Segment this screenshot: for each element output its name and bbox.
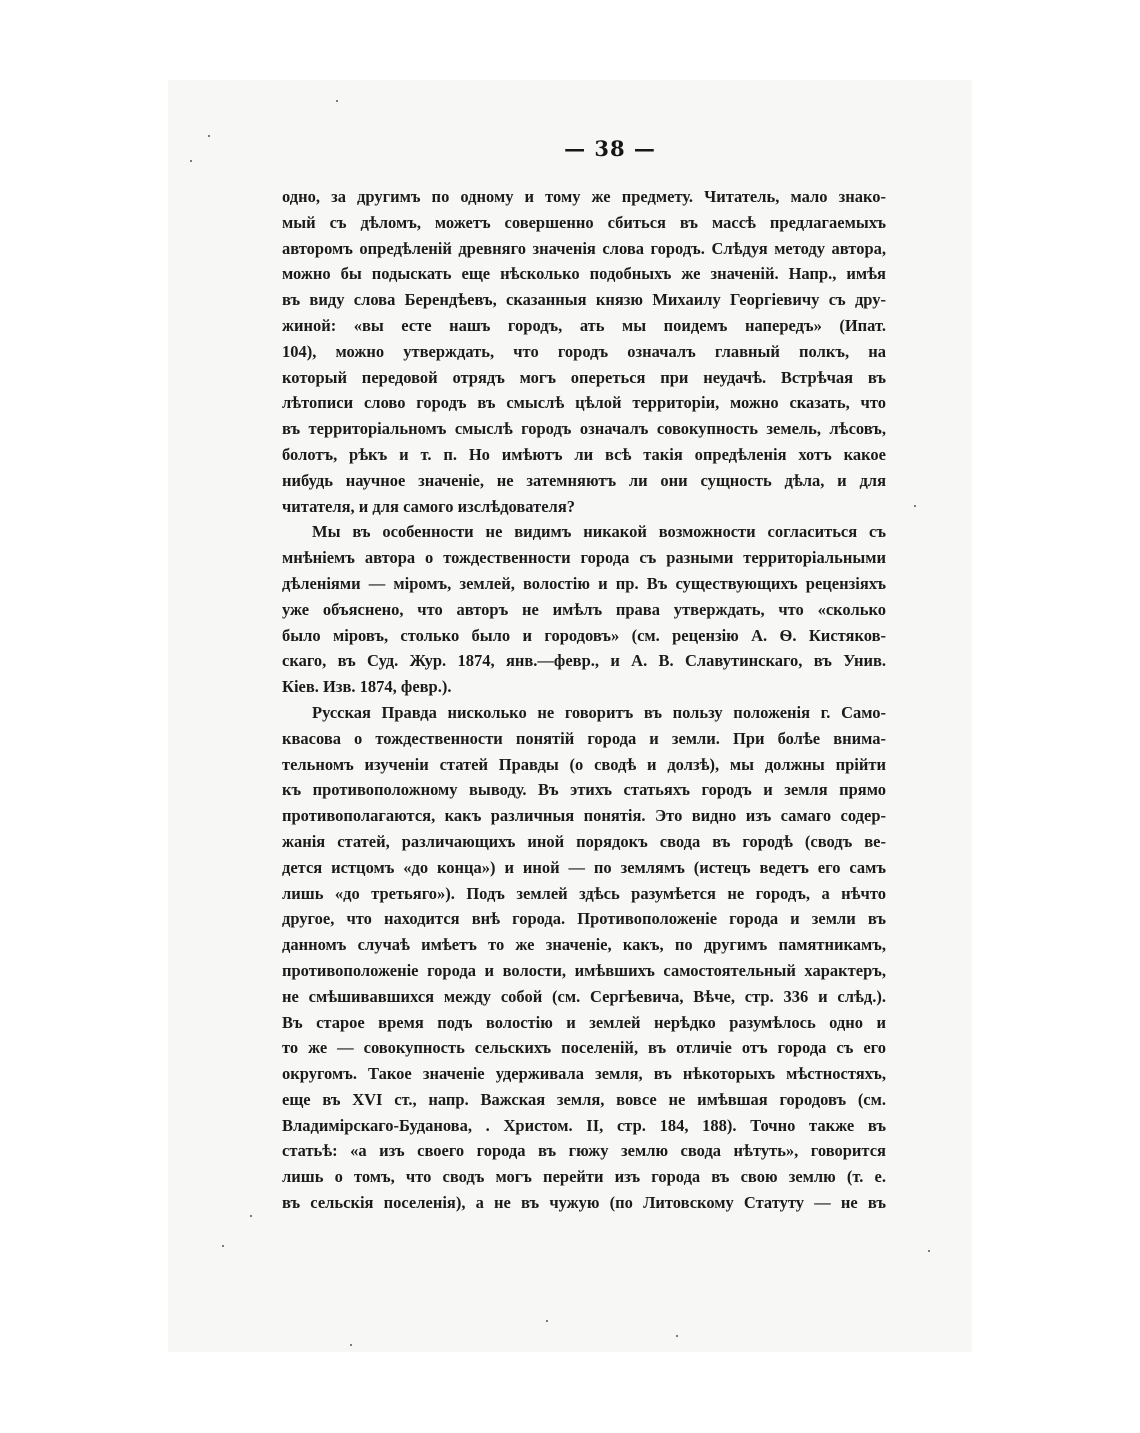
text-line: уже объяснено, что авторъ не имѣлъ права утверждать, что «сколько (282, 599, 886, 619)
text-line: Въ старое время подъ волостію и землей нерѣдко разумѣлось одно и (282, 1012, 886, 1032)
text-line: къ противоположному выводу. Въ этихъ статьяхъ городъ и земля прямо (282, 780, 886, 800)
text-line: лишь «до третьяго»). Подъ землей здѣсь разумѣется не городъ, а нѣчто (282, 883, 886, 903)
text-line: мый съ дѣломъ, можетъ совершенно сбиться въ массѣ предлагаемыхъ (282, 212, 886, 232)
scan-speck (336, 100, 338, 102)
text-line: въ сельскія поселенія), а не въ чужую (по Литовскому Статуту — не въ (282, 1193, 886, 1213)
text-line: скаго, въ Суд. Жур. 1874, янв.—февр., и А. В. Славутинскаго, въ Унив. (282, 651, 886, 671)
text-line: нибудь научное значеніе, не затемняютъ ли они сущность дѣла, и для (282, 470, 886, 490)
text-line: дется истцомъ «до конца») и иной — по землямъ (истецъ ведетъ его самъ (282, 857, 886, 877)
text-line: мнѣніемъ автора о тождественности города съ разными территоріальными (282, 548, 886, 568)
scan-speck (914, 505, 916, 507)
scan-speck (190, 160, 192, 162)
text-line: болотъ, рѣкъ и т. п. Но имѣютъ ли всѣ такія опредѣленія хотъ какое (282, 444, 886, 464)
text-line: въ территоріальномъ смыслѣ городъ означалъ совокупность земель, лѣсовъ, (282, 419, 886, 439)
text-line: статьѣ: «а изъ своего города въ гюжу землю свода нѣтуть», говорится (282, 1141, 886, 1161)
text-line: было міровъ, столько было и городовъ» (см. рецензію А. Ѳ. Кистяков- (282, 625, 886, 645)
text-line: другое, что находится внѣ города. Противоположеніе города и земли въ (282, 909, 886, 929)
text-line: противополагаются, какъ различныя понятія. Это видно изъ самаго содер- (282, 806, 886, 826)
text-line: въ виду слова Берендѣевъ, сказанныя князю Михаилу Георгіевичу съ дру- (282, 290, 886, 310)
text-line: еще въ XVI ст., напр. Важская земля, вовсе не имѣвшая городовъ (см. (282, 1089, 886, 1109)
text-line: Русская Правда нисколько не говоритъ въ пользу положенія г. Само- (312, 702, 886, 722)
text-line: Мы въ особенности не видимъ никакой возможности согласиться съ (312, 522, 886, 542)
scan-speck (250, 1215, 252, 1217)
text-line: тельномъ изученіи статей Правды (о сводѣ и долзѣ), мы должны прійти (282, 754, 886, 774)
text-line: Владимірскаго-Буданова, . Христом. II, стр. 184, 188). Точно также въ (282, 1115, 886, 1135)
text-line: квасова о тождественности понятій города и земли. При болѣе внима- (282, 728, 886, 748)
text-line: авторомъ опредѣленій древняго значенія слова городъ. Слѣдуя методу автора, (282, 238, 886, 258)
text-line: дѣленіями — міромъ, землей, волостію и пр. Въ существующихъ рецензіяхъ (282, 573, 886, 593)
text-line: Кіев. Изв. 1874, февр.). (282, 677, 452, 697)
text-line: то же — совокупность сельскихъ поселеній, въ отличіе отъ города съ его (282, 1038, 886, 1058)
text-line: не смѣшивавшихся между собой (см. Сергѣевича, Вѣче, стр. 336 и слѣд.). (282, 986, 886, 1006)
scan-speck (350, 1344, 352, 1346)
text-line: который передовой отрядъ могъ опереться при неудачѣ. Встрѣчая въ (282, 367, 886, 387)
scan-speck (928, 1250, 930, 1252)
scan-speck (222, 1245, 224, 1247)
text-line: можно бы подыскать еще нѣсколько подобныхъ же значеній. Напр., имѣя (282, 264, 886, 284)
text-line: 104), можно утверждать, что городъ означалъ главный полкъ, на (282, 341, 886, 361)
text-line: лѣтописи слово городъ въ смыслѣ цѣлой территоріи, можно сказать, что (282, 393, 886, 413)
scan-speck (208, 135, 210, 137)
scan-speck (546, 1320, 548, 1322)
body-text (282, 184, 886, 1216)
text-line: жиной: «вы есте нашъ городъ, ать мы поидемъ напередъ» (Ипат. (282, 315, 886, 335)
text-line: противоположеніе города и волости, имѣвшихъ самостоятельный характеръ, (282, 960, 886, 980)
text-line: жанія статей, различающихъ иной порядокъ свода въ городѣ (сводъ ве- (282, 831, 886, 851)
text-line: одно, за другимъ по одному и тому же предмету. Читатель, мало знако- (282, 187, 886, 206)
text-line: данномъ случаѣ имѣетъ то же значеніе, какъ, по другимъ памятникамъ, (282, 935, 886, 955)
page-number: — 38 — (564, 136, 656, 161)
text-line: читателя, и для самого изслѣдователя? (282, 496, 575, 516)
text-line: округомъ. Такое значеніе удерживала земля, въ нѣкоторыхъ мѣстностяхъ, (282, 1064, 886, 1084)
scan-speck (676, 1335, 678, 1337)
text-line: лишь о томъ, что сводъ могъ перейти изъ города въ свою землю (т. е. (282, 1167, 886, 1187)
